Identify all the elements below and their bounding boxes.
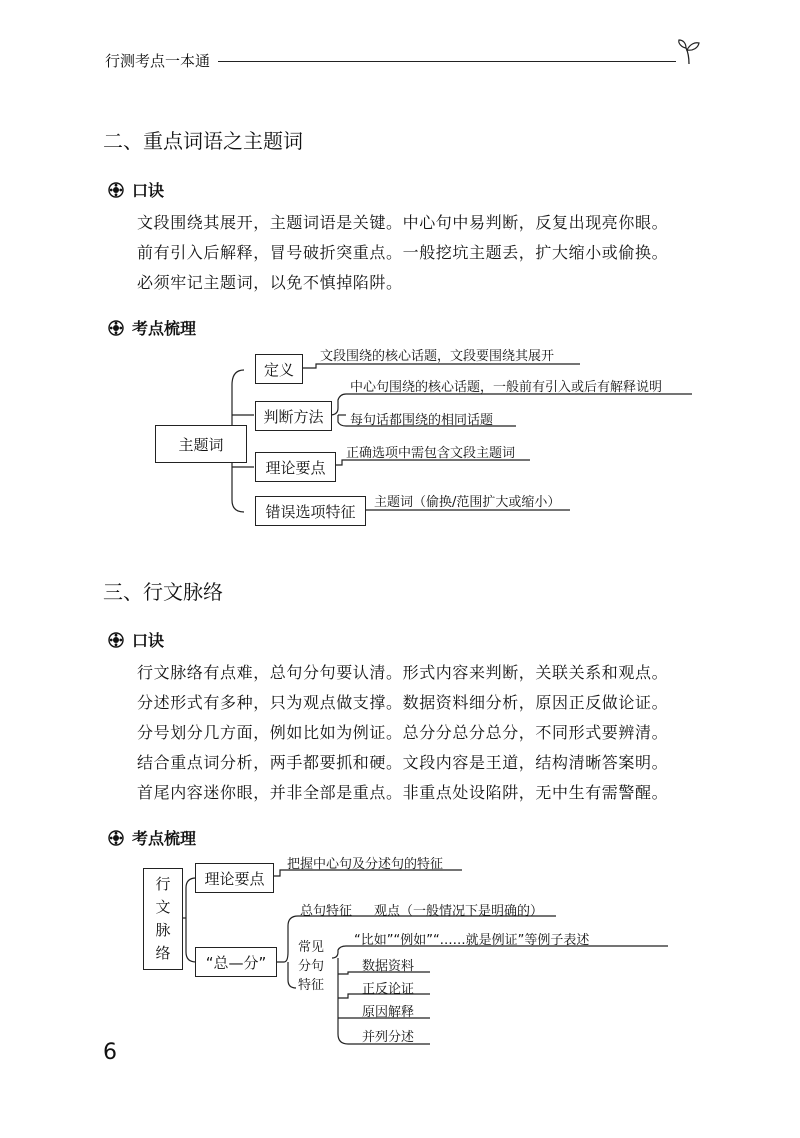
sub-label-line: 分句 bbox=[298, 959, 325, 974]
branch-theory-points: 理论要点 bbox=[255, 452, 336, 482]
diagram-root-topic-word: 主题词 bbox=[155, 425, 247, 463]
verse-line: 前有引入后解释，冒号破折突重点。一般挖坑主题丢，扩大缩小或偷换。 bbox=[137, 243, 669, 262]
branch-note: 把握中心句及分述句的特征 bbox=[287, 857, 444, 872]
koujue-label: 口诀 bbox=[132, 181, 165, 200]
common-sub-sentence-features bbox=[298, 938, 324, 995]
root-char: 络 bbox=[155, 944, 171, 962]
section-title-text-structure: 三、行文脉络 bbox=[103, 580, 223, 604]
branch-general-specific: “总—分” bbox=[195, 947, 277, 977]
feature-item: 并列分述 bbox=[362, 1030, 415, 1045]
feature-item: 正反论证 bbox=[362, 982, 415, 997]
verse-line: 分号划分几方面，例如比如为例证。总分分总分总分，不同形式要辨清。 bbox=[137, 723, 669, 742]
verse-line: 分述形式有多种，只为观点做支撑。数据资料细分析，原因正反做论证。 bbox=[137, 693, 669, 712]
branch-note: 文段围绕的核心话题，文段要围绕其展开 bbox=[320, 349, 555, 364]
verse-line: 必须牢记主题词，以免不慎掉陷阱。 bbox=[137, 273, 403, 292]
branch-definition: 定义 bbox=[255, 354, 303, 384]
example-expression-note: “比如”“例如”“……就是例证”等例子表述 bbox=[354, 933, 590, 948]
summary-sentence-feature-label: 总句特征 bbox=[300, 904, 353, 919]
verse-line: 行文脉络有点难，总句分句要认清。形式内容来判断，关联关系和观点。 bbox=[137, 663, 669, 682]
branch-note: 主题词（偷换/范围扩大或缩小） bbox=[374, 495, 561, 510]
branch-judging-method: 判断方法 bbox=[255, 401, 332, 431]
verse-line: 结合重点词分析，两手都要抓和硬。文段内容是王道，结构清晰答案明。 bbox=[137, 753, 669, 772]
sub-label-line: 特征 bbox=[298, 978, 325, 993]
summary-sentence-feature-note: 观点（一般情况下是明确的） bbox=[374, 904, 544, 919]
kaodian-label: 考点梳理 bbox=[132, 829, 197, 848]
branch-wrong-option-features: 错误选项特征 bbox=[255, 496, 366, 526]
verse-line: 首尾内容迷你眼，并非全部是重点。非重点处设陷阱，无中生有需警醒。 bbox=[137, 783, 669, 802]
section-title-topic-word: 二、重点词语之主题词 bbox=[103, 129, 303, 153]
kaodian-label: 考点梳理 bbox=[132, 319, 197, 338]
branch-note: 中心句围绕的核心话题，一般前有引入或后有解释说明 bbox=[350, 380, 663, 395]
running-header-title: 行测考点一本通 bbox=[105, 52, 211, 70]
feature-item: 数据资料 bbox=[362, 959, 415, 974]
root-char: 脉 bbox=[155, 921, 171, 939]
branch-note: 每句话都围绕的相同话题 bbox=[350, 413, 494, 428]
root-char: 文 bbox=[155, 898, 171, 916]
verse-line: 文段围绕其展开，主题词语是关键。中心句中易判断，反复出现亮你眼。 bbox=[137, 213, 669, 232]
koujue-label: 口诀 bbox=[132, 631, 165, 650]
branch-note: 正确选项中需包含文段主题词 bbox=[346, 446, 516, 461]
diagram-root-text-structure bbox=[143, 868, 183, 970]
branch-theory-points: 理论要点 bbox=[195, 863, 274, 893]
page-number: 6 bbox=[103, 1040, 117, 1065]
sub-label-line: 常见 bbox=[298, 940, 325, 955]
feature-item: 原因解释 bbox=[362, 1005, 415, 1020]
root-char: 行 bbox=[155, 875, 171, 893]
